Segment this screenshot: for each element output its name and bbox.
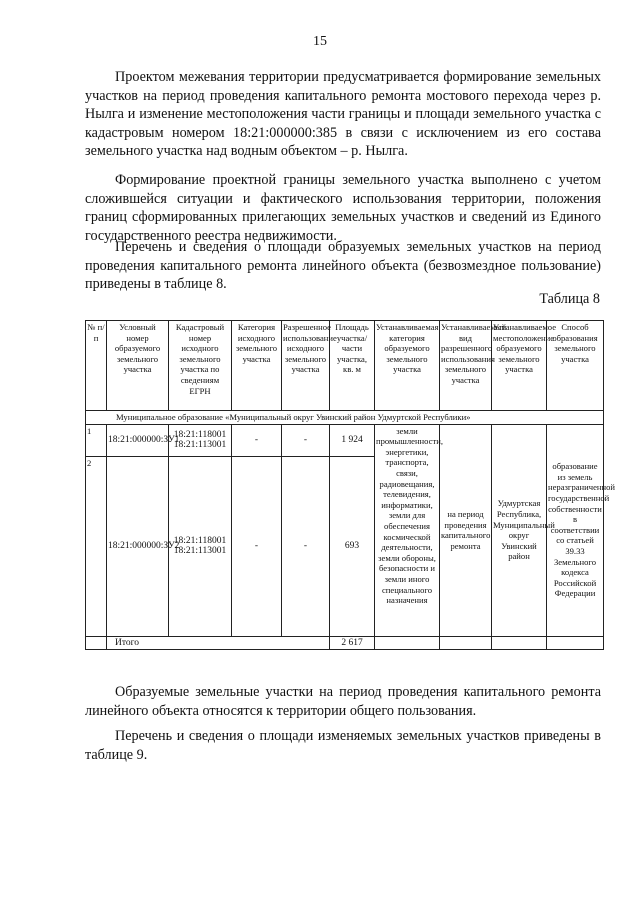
paragraph-1: Проектом межевания территории предусматривается формирование земельных участков на период проведения капитального ремонта мостового перехода через р. Нылга и изменение местоположения части границы и площади земельного участка с кадастровым номером 18:21:000000:385 в связи с исключением из его состава земельного участка над водным объектом – р. Нылга. xyxy=(85,69,601,160)
paragraph-3: Перечень и сведения о площади образуемых земельных участков на период проведения капитального ремонта линейного объекта (безвозмездное пользование) приведены в таблице 8. xyxy=(85,239,601,293)
page-number: 15 xyxy=(313,34,327,49)
municipality-row xyxy=(86,411,604,425)
header-cell: Способ образования земельного участка xyxy=(547,321,604,411)
total-value: 2 617 xyxy=(330,636,375,650)
paragraph-4: Образуемые земельные участки на период проведения капитального ремонта линейного объекта относятся к территории общего пользования. xyxy=(85,684,601,719)
empty-cell xyxy=(375,636,440,650)
source-category: - xyxy=(232,424,282,456)
header-cell: Разрешенное использование исходного земельного участка xyxy=(282,321,330,411)
empty-cell xyxy=(547,636,604,650)
header-cell: Категория исходного земельного участка xyxy=(232,321,282,411)
municipality-cell: Муниципальное образование «Муниципальный округ Увинский район Удмуртской Республики» xyxy=(86,411,604,425)
total-label: Итого xyxy=(107,636,330,650)
paragraph-5: Перечень и сведения о площади изменяемых земельных участков приведены в таблице 9. xyxy=(85,728,601,763)
header-cell: Устанавливаемый вид разрешенного использования земельного участка xyxy=(440,321,492,411)
table-caption: Таблица 8 xyxy=(539,291,600,307)
cadastral-number: 18:21:118001 18:21:113001 xyxy=(169,424,232,456)
formation-method: образование из земель неразграниченной государственной собственности в соответствии со статьей 39.33 Земельного кодекса Российской Федерации xyxy=(547,424,604,636)
source-category: - xyxy=(232,456,282,636)
new-permitted-use: на период проведения капитального ремонта xyxy=(440,424,492,636)
header-cell: Устанавливаемое местоположение образуемого земельного участка xyxy=(492,321,547,411)
row-number: 1 xyxy=(86,424,107,456)
table-row xyxy=(86,424,604,456)
total-row xyxy=(86,636,604,650)
permitted-use: - xyxy=(282,456,330,636)
new-location: Удмуртская Республика, Муниципальный округ Увинский район xyxy=(492,424,547,636)
conditional-number: 18:21:000000:ЗУ2 xyxy=(107,456,169,636)
conditional-number: 18:21:000000:ЗУ1 xyxy=(107,424,169,456)
header-cell: Условный номер образуемого земельного участка xyxy=(107,321,169,411)
land-plots-table xyxy=(85,320,615,650)
cadastral-number: 18:21:118001 18:21:113001 xyxy=(169,456,232,636)
row-number: 2 xyxy=(86,456,107,636)
header-cell: Кадастровый номер исходного земельного участка по сведениям ЕГРН xyxy=(169,321,232,411)
table-header-row xyxy=(86,321,604,411)
area-value: 693 xyxy=(330,456,375,636)
empty-cell xyxy=(86,636,107,650)
paragraph-2: Формирование проектной границы земельного участка выполнено с учетом сложившейся ситуации и фактического использования территории, положения границ сформированных прилегающих земельных участков и сведений из Единого государственного реестра недвижимости. xyxy=(85,172,601,244)
header-cell: Устанавливаемая категория образуемого земельного участка xyxy=(375,321,440,411)
new-category: земли промышленности, энергетики, транспорта, связи, радиовещания, телевидения, информатики, земли для обеспечения космической деятельности, земли обороны, безопасности и земли иного специального назначения xyxy=(375,424,440,636)
empty-cell xyxy=(492,636,547,650)
header-cell: Площадь участка/ части участка, кв. м xyxy=(330,321,375,411)
header-cell: № п/п xyxy=(86,321,107,411)
area-value: 1 924 xyxy=(330,424,375,456)
permitted-use: - xyxy=(282,424,330,456)
empty-cell xyxy=(440,636,492,650)
